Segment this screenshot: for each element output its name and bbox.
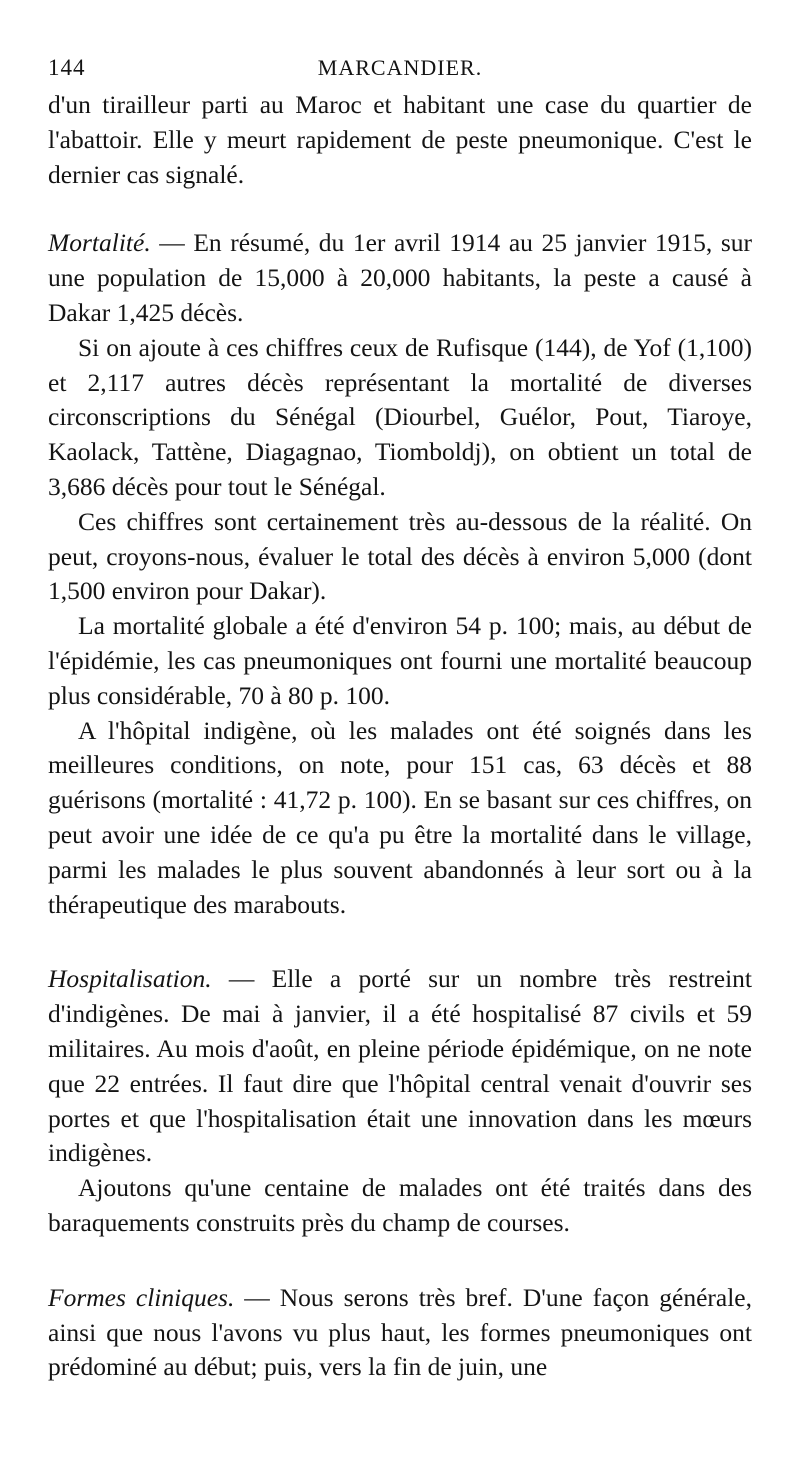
page-number: 144 xyxy=(48,55,86,80)
section-hospitalisation xyxy=(48,962,752,1171)
section-heading: Hospitalisation. xyxy=(48,964,212,994)
paragraph-continuation xyxy=(48,88,752,192)
paragraph xyxy=(48,1171,752,1241)
section-formes-cliniques xyxy=(48,1281,752,1385)
running-title: MARCANDIER. xyxy=(317,55,483,80)
paragraph-text: A l'hôpital indigène, où les malades ont été soignés dans les meilleures conditions, on note, pour 151 cas, 63 décès et 88 guérisons (mortalité : 41,72 p. 100). En se basant sur ces chiffres, on peut avoir une idée de ce qu'a pu être la mortalité dans le village, parmi les malades le plus souvent abandonnés à leur sort ou à la thérapeutique des marabouts. xyxy=(48,715,752,919)
paragraph-text: d'un tirailleur parti au Maroc et habitant une case du quartier de l'abattoir. Elle y meurt rapidement de peste pneumonique. C'est le dernier cas signalé. xyxy=(48,90,752,189)
paragraph-text: La mortalité globale a été d'environ 54 p. 100; mais, au début de l'épidémie, les cas pneumoniques ont fourni une mortalité beaucoup plus considérable, 70 à 80 p. 100. xyxy=(48,611,752,710)
running-head xyxy=(48,55,752,85)
paragraph xyxy=(48,609,752,713)
paragraph-text: — Elle a porté sur un nombre très restreint d'indigènes. De mai à janvier, il a été hospitalisé 87 civils et 59 militaires. Au mois d'août, en pleine période épidémique, on ne note que 22 entrées. Il faut dire que l'hôpital central venait d'ouvrir ses portes et que l'hospitalisation était une innovation dans les mœurs indigènes. xyxy=(48,964,752,1168)
paragraph-text: — Nous serons très bref. D'une façon générale, ainsi que nous l'avons vu plus haut, les formes pneumoniques ont prédominé au début; puis, vers la fin de juin, une xyxy=(48,1282,752,1382)
paragraph xyxy=(48,331,752,505)
section-heading: Mortalité. xyxy=(48,228,151,258)
section-mortalite xyxy=(48,226,752,330)
paragraph-text: — En résumé, du 1er avril 1914 au 25 janvier 1915, sur une population de 15,000 à 20,000 habitants, la peste a causé à Dakar 1,425 décès. xyxy=(48,228,752,327)
paragraph xyxy=(48,505,752,609)
paragraph-text: Ajoutons qu'une centaine de malades ont été traités dans des baraquements construits près du champ de courses. xyxy=(48,1173,752,1237)
paragraph-text: Si on ajoute à ces chiffres ceux de Rufisque (144), de Yof (1,100) et 2,117 autres décès représentant la mortalité de diverses circonscriptions du Sénégal (Diourbel, Guélor, Pout, Tiaroye, Kaolack, Tattène, Diagagnao, Tiomboldj), on obtient un total de 3,686 décès pour tout le Sénégal. xyxy=(48,332,752,501)
paragraph-text: Ces chiffres sont certainement très au-dessous de la réalité. On peut, croyons-nous, évaluer le total des décès à environ 5,000 (dont 1,500 environ pour Dakar). xyxy=(48,506,752,606)
body-text xyxy=(48,88,752,1385)
paragraph xyxy=(48,714,752,923)
section-heading: Formes cliniques. xyxy=(48,1282,235,1312)
